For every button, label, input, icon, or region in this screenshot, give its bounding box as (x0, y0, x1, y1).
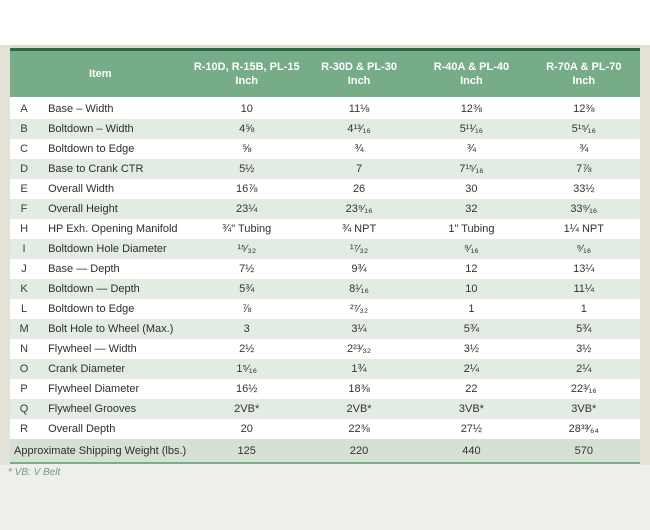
spec-value: 7⅞ (576, 163, 592, 175)
spec-value: 12⅜ (573, 103, 595, 115)
spec-table-body (10, 98, 640, 439)
item-label: Flywheel Grooves (48, 403, 137, 415)
spec-value: 32 (465, 203, 478, 215)
spec-value: ¾ (354, 143, 364, 155)
table-row (10, 339, 640, 359)
spec-value: 7½ (239, 263, 255, 275)
spec-value: 22³⁄₁₆ (570, 383, 597, 395)
table-row (10, 259, 640, 279)
table-row (10, 279, 640, 299)
spec-value: 3½ (463, 343, 480, 355)
spec-value: 23¼ (236, 203, 258, 215)
item-label: Boltdown – Width (48, 123, 134, 135)
spec-value: ¾ NPT (341, 223, 377, 235)
spec-value: 11¼ (573, 283, 595, 295)
spec-value: 16½ (236, 383, 258, 395)
spec-value: 20 (240, 423, 253, 435)
table-row (10, 379, 640, 399)
top-margin (0, 0, 650, 45)
spec-sheet (0, 45, 650, 530)
item-label: Overall Width (48, 183, 115, 195)
model-label: R-40A & PL-40 (433, 61, 510, 73)
spec-value: 1⁵⁄₁₆ (236, 363, 258, 375)
spec-value: 1" Tubing (448, 223, 495, 235)
row-letter: J (21, 263, 27, 275)
spec-value: ²⁷⁄₃₂ (349, 303, 369, 315)
spec-value: 5¹¹⁄₁₆ (459, 123, 484, 135)
vb-footnote: * VB: V Belt (8, 467, 61, 478)
page-rim-left (0, 45, 10, 465)
item-column-header (10, 50, 191, 99)
table-row (10, 98, 640, 119)
row-letter: L (20, 303, 28, 315)
item-label: Overall Depth (48, 423, 116, 435)
item-label: Base to Crank CTR (48, 163, 144, 175)
row-letter: Q (19, 403, 29, 415)
spec-value: ¹⁷⁄₃₂ (349, 243, 369, 255)
spec-value: 570 (574, 444, 593, 457)
table-row (10, 299, 640, 319)
table-row (10, 139, 640, 159)
row-letter: D (20, 163, 29, 175)
spec-value: 2¼ (576, 363, 592, 375)
column-header-r30d (303, 50, 415, 99)
spec-value: 7 (356, 163, 363, 175)
row-letter: P (20, 383, 28, 395)
item-label: Overall Height (48, 203, 118, 215)
spec-value: ⅝ (242, 143, 252, 155)
table-row (10, 239, 640, 259)
spec-value: 4¹³⁄₁₆ (347, 123, 371, 135)
spec-value: 2VB* (234, 403, 260, 415)
spec-value: ¾" Tubing (222, 223, 272, 235)
spec-value: 16⅞ (236, 183, 258, 195)
shipping-weight-label: Approximate Shipping Weight (lbs.) (14, 444, 187, 457)
row-letter: K (20, 283, 28, 295)
spec-value: 1 (580, 303, 587, 315)
spec-value: 22⅜ (348, 423, 370, 435)
row-letter: F (20, 203, 28, 215)
spec-value: 5¾ (576, 323, 592, 335)
spec-value: 3½ (576, 343, 592, 355)
spec-value: 3VB* (571, 403, 597, 415)
row-letter: M (19, 323, 29, 335)
spec-value: ⁹⁄₁₆ (464, 243, 479, 255)
spec-value: 2²³⁄₃₂ (347, 343, 372, 355)
spec-value: 10 (240, 103, 253, 115)
column-header-r40a (415, 50, 527, 99)
unit-label: Inch (460, 75, 483, 87)
spec-value: 9¾ (351, 263, 367, 275)
spec-value: 2VB* (346, 403, 372, 415)
item-label: Base – Width (48, 103, 114, 115)
item-label: Base — Depth (48, 263, 120, 275)
spec-value: 2½ (239, 343, 255, 355)
spec-value: ⅞ (242, 303, 252, 315)
spec-value: ¾ (579, 143, 589, 155)
item-label: Boltdown to Edge (48, 143, 135, 155)
spec-value: 11⅛ (348, 103, 370, 115)
model-label: R-10D, R-15B, PL-15 (193, 61, 300, 73)
model-label: R-30D & PL-30 (321, 61, 397, 73)
shipping-weight-row (10, 439, 640, 463)
unit-label: Inch (572, 75, 596, 87)
item-label: Boltdown — Depth (48, 283, 140, 295)
table-row (10, 399, 640, 419)
unit-label: Inch (347, 75, 371, 87)
spec-value: 7¹⁵⁄₁₆ (459, 163, 484, 175)
item-label: Boltdown to Edge (48, 303, 135, 315)
spec-value: 12 (465, 263, 478, 275)
spec-value: ⁹⁄₁₆ (576, 243, 592, 255)
row-letter: E (20, 183, 28, 195)
spec-value: ¹⁵⁄₃₂ (237, 243, 257, 255)
row-letter: H (20, 223, 29, 235)
table-row (10, 319, 640, 339)
unit-label: Inch (235, 75, 259, 87)
spec-value: ¾ (466, 143, 476, 155)
spec-table (10, 48, 640, 464)
table-row (10, 359, 640, 379)
item-label: Flywheel Diameter (48, 383, 140, 395)
table-row (10, 119, 640, 139)
table-row (10, 219, 640, 239)
spec-value: 28³³⁄₆₄ (568, 423, 599, 435)
row-letter: B (20, 123, 28, 135)
table-row (10, 199, 640, 219)
spec-value: 26 (352, 183, 366, 195)
spec-table-header (10, 50, 640, 99)
spec-value: 10 (465, 283, 478, 295)
item-label: HP Exh. Opening Manifold (48, 223, 178, 235)
spec-value: 1 (468, 303, 475, 315)
model-label: R-70A & PL-70 (546, 61, 622, 73)
spec-value: 125 (237, 444, 256, 457)
spec-value: 3 (243, 323, 250, 335)
spec-table-footer (10, 439, 640, 463)
spec-value: 5¹⁵⁄₁₆ (571, 123, 596, 135)
spec-value: 1¾ (351, 363, 367, 375)
spec-value: 8¹⁄₁₆ (349, 283, 369, 295)
row-letter: O (19, 363, 29, 375)
row-letter: I (22, 243, 26, 255)
spec-value: 23⁹⁄₁₆ (345, 203, 373, 215)
item-label: Flywheel — Width (48, 343, 137, 355)
spec-value: 5½ (239, 163, 255, 175)
spec-value: 1¼ NPT (563, 223, 604, 235)
spec-value: 33½ (573, 183, 595, 195)
table-row (10, 159, 640, 179)
spec-value: 12⅜ (460, 103, 483, 115)
spec-value: 220 (349, 444, 369, 457)
row-letter: R (20, 423, 29, 435)
row-letter: N (20, 343, 29, 355)
page-rim-right (640, 45, 650, 465)
row-letter: A (20, 103, 28, 115)
table-row (10, 179, 640, 199)
table-row (10, 419, 640, 439)
column-header-r70a (528, 50, 640, 99)
spec-value: 22 (465, 383, 478, 395)
spec-value: 3¼ (351, 323, 367, 335)
spec-value: 27½ (460, 423, 483, 435)
spec-value: 3VB* (458, 403, 484, 415)
spec-value: 33⁹⁄₁₆ (570, 203, 598, 215)
spec-value: 5¾ (463, 323, 480, 335)
spec-value: 440 (462, 444, 481, 457)
spec-value: 13¼ (573, 263, 595, 275)
spec-value: 18⅜ (348, 383, 370, 395)
item-label: Bolt Hole to Wheel (Max.) (48, 323, 174, 335)
item-label: Boltdown Hole Diameter (48, 243, 167, 255)
column-header-r10d (191, 50, 303, 99)
item-header-label: Item (88, 68, 112, 80)
spec-value: 4⅝ (239, 123, 255, 135)
row-letter: C (20, 143, 29, 155)
item-label: Crank Diameter (48, 363, 126, 375)
spec-value: 30 (465, 183, 478, 195)
spec-value: 2¼ (463, 363, 480, 375)
spec-value: 5¾ (239, 283, 255, 295)
